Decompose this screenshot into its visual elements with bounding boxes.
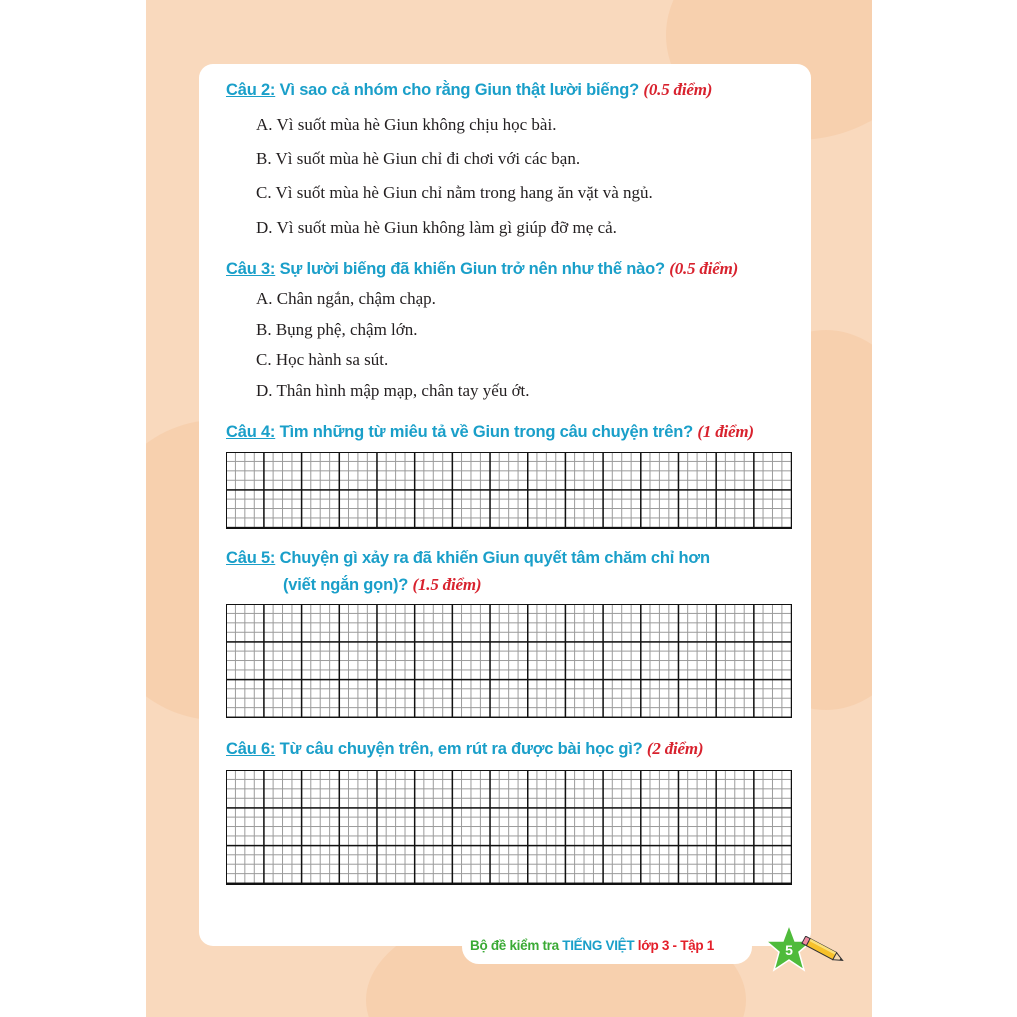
question-points: (0.5 điểm) xyxy=(643,80,713,99)
question-text: Từ câu chuyện trên, em rút ra được bài học gì? xyxy=(275,740,643,758)
question-5 xyxy=(226,549,710,568)
question-2 xyxy=(226,80,712,100)
question-number: Câu 2: xyxy=(226,81,276,99)
question-points: (0.5 điểm) xyxy=(669,259,739,278)
answer-option[interactable]: A. Vì suốt mùa hè Giun không chịu học bài. xyxy=(256,115,557,134)
question-text: Vì sao cả nhóm cho rằng Giun thật lười biếng? xyxy=(275,81,639,99)
answer-option[interactable]: B. Bụng phệ, chậm lớn. xyxy=(256,320,418,339)
writing-grid-answer-6[interactable] xyxy=(226,770,792,885)
footer-text-grade: lớp 3 - Tập 1 xyxy=(634,938,714,953)
writing-grid-answer-5[interactable] xyxy=(226,604,792,718)
question-5-line2 xyxy=(283,575,481,595)
answer-option[interactable]: C. Vì suốt mùa hè Giun chỉ nằm trong hang ăn vặt và ngủ. xyxy=(256,183,653,202)
writing-grid-answer-4[interactable] xyxy=(226,452,792,529)
footer-title xyxy=(470,938,714,953)
page-number: 5 xyxy=(785,942,793,958)
question-points: (1.5 điểm) xyxy=(412,575,482,594)
answer-option[interactable]: A. Chân ngắn, chậm chạp. xyxy=(256,289,436,308)
question-points: (1 điểm) xyxy=(697,422,754,441)
question-text: Chuyện gì xảy ra đã khiến Giun quyết tâm chăm chỉ hơn xyxy=(275,549,710,567)
question-points: (2 điểm) xyxy=(646,739,704,758)
pencil-icon xyxy=(800,936,850,966)
question-number: Câu 5: xyxy=(226,549,276,567)
question-number: Câu 4: xyxy=(226,423,276,441)
answer-option[interactable]: D. Vì suốt mùa hè Giun không làm gì giúp đỡ mẹ cả. xyxy=(256,218,617,237)
question-4 xyxy=(226,422,754,442)
answer-option[interactable]: B. Vì suốt mùa hè Giun chỉ đi chơi với các bạn. xyxy=(256,149,581,168)
footer-text-subject: TIẾNG VIỆT xyxy=(562,938,635,953)
question-number: Câu 6: xyxy=(226,740,276,758)
question-text: Tìm những từ miêu tả về Giun trong câu chuyện trên? xyxy=(275,423,694,441)
answer-option[interactable]: D. Thân hình mập mạp, chân tay yếu ớt. xyxy=(256,381,530,400)
question-3 xyxy=(226,259,738,279)
footer-text-series: Bộ đề kiểm tra xyxy=(470,938,563,953)
question-text: Sự lười biếng đã khiến Giun trở nên như thế nào? xyxy=(275,260,665,278)
answer-option[interactable]: C. Học hành sa sút. xyxy=(256,350,389,369)
question-6 xyxy=(226,739,703,759)
question-number: Câu 3: xyxy=(226,260,276,278)
question-text: (viết ngắn gọn)? xyxy=(283,576,409,594)
